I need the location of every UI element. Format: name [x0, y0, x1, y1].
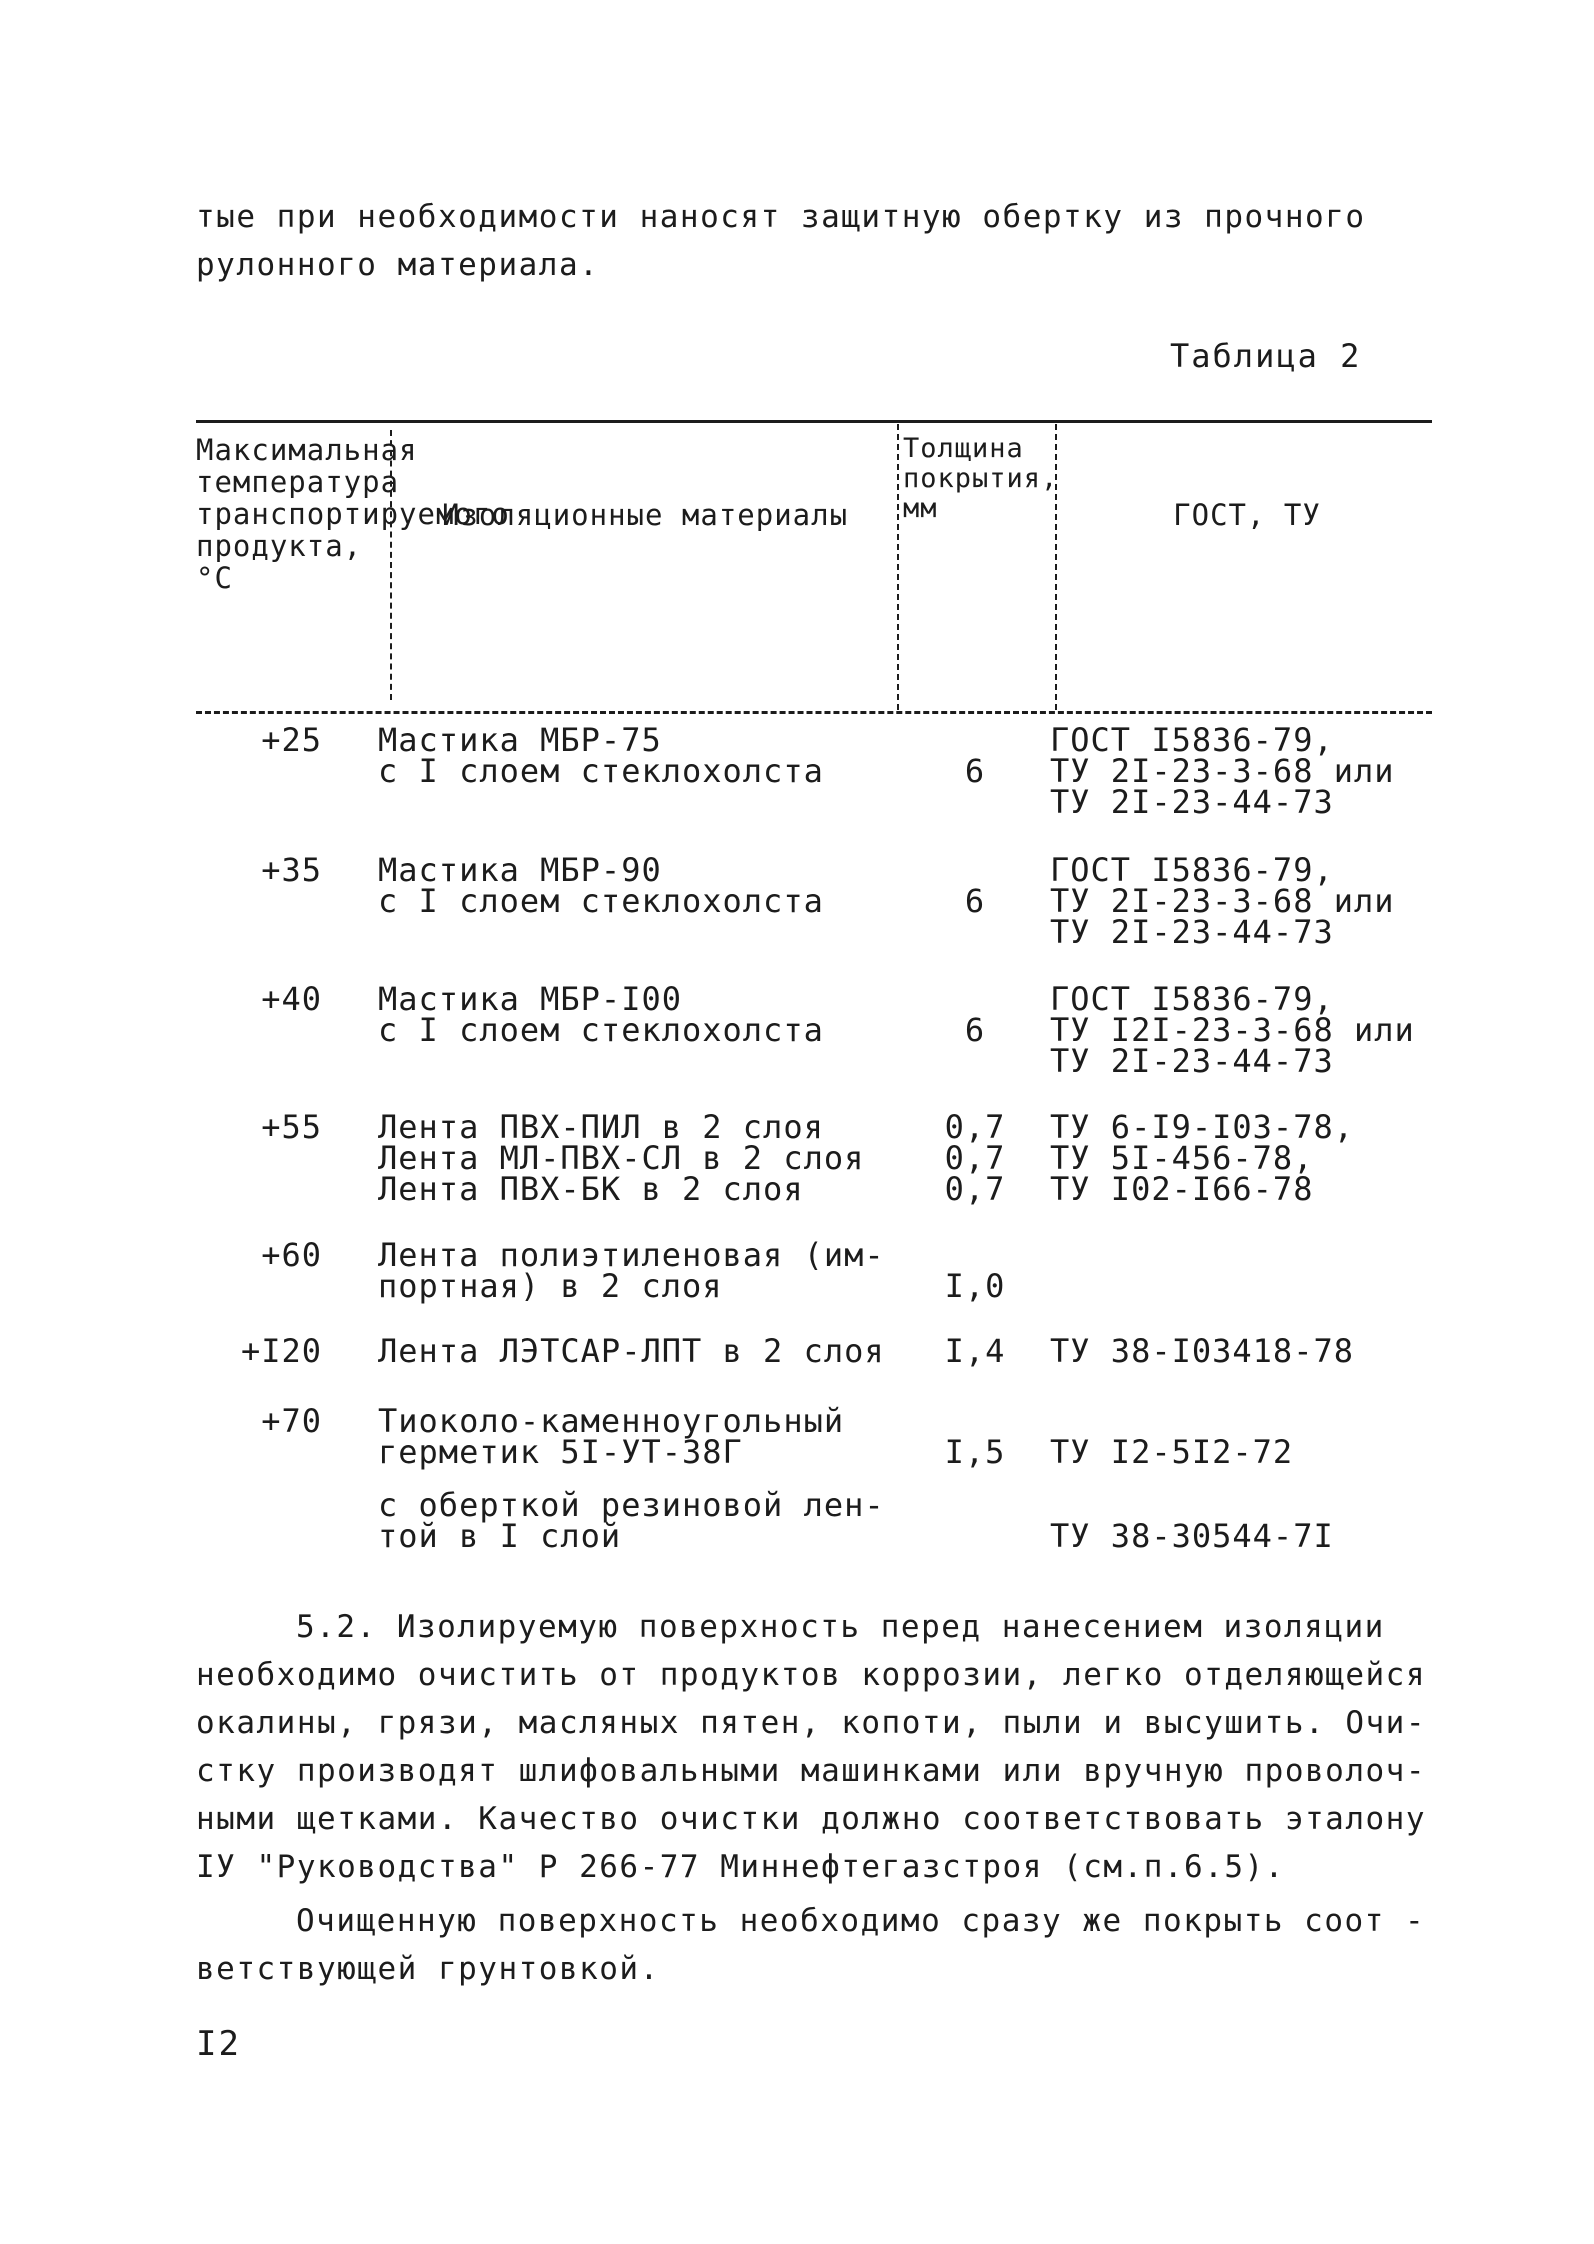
- row-standard-line: ТУ I02-I66-78: [1050, 1170, 1314, 1208]
- row-material-line: герметик 5I-УТ-38Г: [378, 1433, 743, 1471]
- intro-line-2: рулонного материала.: [196, 247, 600, 283]
- row-material-line: Лента МЛ-ПВХ-СЛ в 2 слоя: [378, 1139, 865, 1177]
- row-temperature: +35: [261, 851, 322, 889]
- row-standard-line: ТУ 2I-23-3-68 или: [1050, 882, 1395, 920]
- header-standard: ГОСТ, ТУ: [1173, 498, 1321, 532]
- row-temperature: +25: [261, 721, 322, 759]
- row-thickness: 6: [964, 882, 986, 920]
- header-temperature: Максимальная температура транспортируемого продукта, °С: [196, 433, 510, 595]
- row-material-line: Тиоколо-каменноугольный: [378, 1402, 845, 1440]
- row-standard-line: ГОСТ I5836-79,: [1050, 851, 1334, 889]
- row-thickness: 0,7: [944, 1139, 1006, 1177]
- row-thickness: 6: [964, 1011, 986, 1049]
- row-material-line: той в I слой: [378, 1517, 622, 1555]
- section-line-2: необходимо очистить от продуктов коррозии, легко отделяющейся: [196, 1657, 1426, 1693]
- row-temperature: +I20: [240, 1332, 322, 1370]
- row-thickness: I,0: [944, 1267, 1006, 1305]
- header-thickness: Толщина покрытия, мм: [903, 433, 1059, 524]
- intro-line-1: тые при необходимости наносят защитную обертку из прочного: [196, 199, 1366, 235]
- row-thickness: 0,7: [944, 1170, 1006, 1208]
- row-thickness: I,5: [944, 1433, 1006, 1471]
- header-materials: Изоляционные материалы: [441, 498, 849, 532]
- row-standard-line: ТУ I2-5I2-72: [1050, 1433, 1294, 1471]
- row-standard-line: ГОСТ I5836-79,: [1050, 721, 1334, 759]
- table-header-rule: [196, 711, 1432, 714]
- row-material-line: Лента ПВХ-ПИЛ в 2 слоя: [378, 1108, 824, 1146]
- row-material-line: Лента полиэтиленовая (им-: [378, 1236, 885, 1274]
- row-material-line: Лента ЛЭТСАР-ЛПТ в 2 слоя: [378, 1332, 885, 1370]
- table-divider-2: [897, 424, 899, 710]
- row-temperature: +60: [261, 1236, 322, 1274]
- row-material-line: с I слоем стеклохолста: [378, 882, 824, 920]
- section-line-1: 5.2. Изолируемую поверхность перед нанесением изоляции: [296, 1609, 1385, 1645]
- row-standard-line: ТУ 5I-456-78,: [1050, 1139, 1314, 1177]
- row-standard-line: ТУ 2I-23-3-68 или: [1050, 752, 1395, 790]
- table-top-rule: [196, 420, 1432, 423]
- page-number: I2: [196, 2024, 241, 2064]
- section-line-4: стку производят шлифовальными машинками или вручную проволоч-: [196, 1753, 1426, 1789]
- row-standard-line: ТУ I2I-23-3-68 или: [1050, 1011, 1415, 1049]
- row-standard-line: ТУ 38-I03418-78: [1050, 1332, 1354, 1370]
- row-material-line: Мастика МБР-75: [378, 721, 662, 759]
- row-standard-line: ТУ 2I-23-44-73: [1050, 1042, 1334, 1080]
- row-material-line: с I слоем стеклохолста: [378, 752, 824, 790]
- section-line-7: Очищенную поверхность необходимо сразу же покрыть соот -: [296, 1903, 1426, 1939]
- table-caption: Таблица 2: [1170, 337, 1362, 375]
- section-line-8: ветствующей грунтовкой.: [196, 1951, 660, 1987]
- row-thickness: I,4: [944, 1332, 1006, 1370]
- row-thickness: 6: [964, 752, 986, 790]
- row-material-line: Мастика МБР-90: [378, 851, 662, 889]
- row-material-line: с I слоем стеклохолста: [378, 1011, 824, 1049]
- section-line-3: окалины, грязи, масляных пятен, копоти, пыли и высушить. Очи-: [196, 1705, 1426, 1741]
- row-standard-line: ГОСТ I5836-79,: [1050, 980, 1334, 1018]
- row-temperature: +70: [261, 1402, 322, 1440]
- section-line-5: ными щетками. Качество очистки должно соответствовать эталону: [196, 1801, 1426, 1837]
- row-thickness: 0,7: [944, 1108, 1006, 1146]
- row-material-line: с оберткой резиновой лен-: [378, 1486, 885, 1524]
- row-temperature: +40: [261, 980, 322, 1018]
- row-standard-line: ТУ 2I-23-44-73: [1050, 913, 1334, 951]
- row-temperature: +55: [261, 1108, 322, 1146]
- row-standard-line: ТУ 38-30544-7I: [1050, 1517, 1334, 1555]
- section-line-6: IУ "Руководства" Р 266-77 Миннефтегазстроя (см.п.6.5).: [196, 1849, 1285, 1885]
- row-material-line: Мастика МБР-I00: [378, 980, 682, 1018]
- row-material-line: портная) в 2 слоя: [378, 1267, 723, 1305]
- row-standard-line: ТУ 2I-23-44-73: [1050, 783, 1334, 821]
- row-material-line: Лента ПВХ-БК в 2 слоя: [378, 1170, 804, 1208]
- row-standard-line: ТУ 6-I9-I03-78,: [1050, 1108, 1354, 1146]
